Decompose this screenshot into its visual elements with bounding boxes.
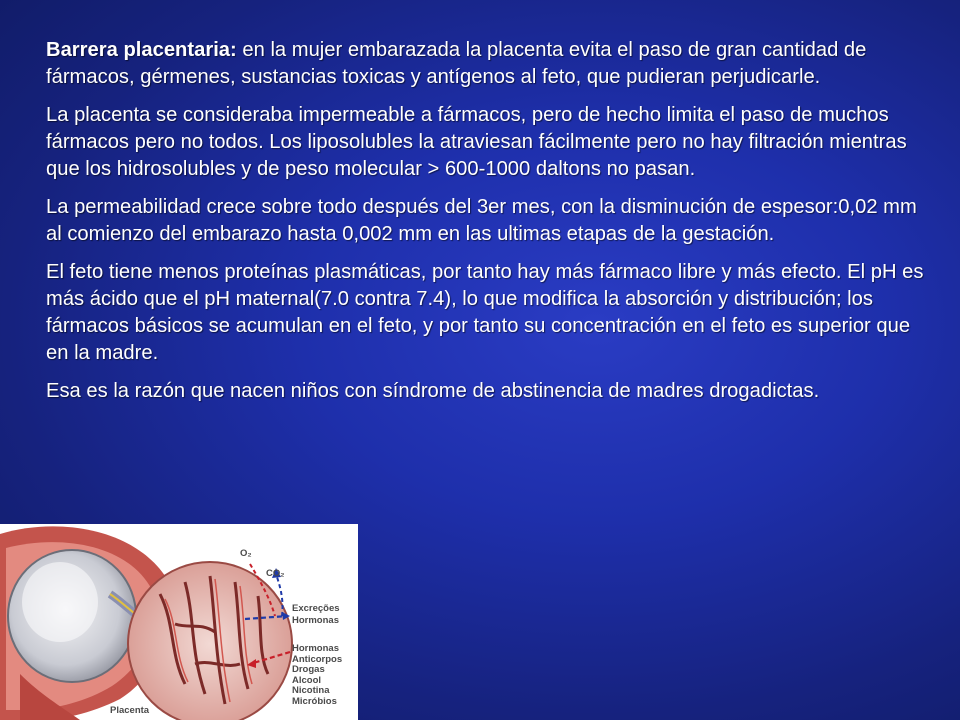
slide-body-text: [46, 37, 926, 416]
placenta-illustration: [0, 524, 358, 720]
label-in-item: Drogas: [292, 664, 325, 675]
paragraph-feto: El feto tiene menos proteínas plasmáticas, por tanto hay más fármaco libre y más efecto. El pH es más ácido que el pH maternal(7.0 contra 7.4), lo que modifica la absorción y distribución; los fármacos básicos se acumulan en el feto, y por tanto su concentración en el feto es superior que en la madre.: [46, 261, 924, 364]
paragraph-permeabilidad: La permeabilidad crece sobre todo después del 3er mes, con la disminución de espesor:0,02 mm al comienzo del embarazo hasta 0,002 mm en las ultimas etapas de la gestación.: [46, 196, 917, 245]
paragraph-barrera: [46, 37, 926, 91]
amniotic-highlight: [22, 562, 98, 642]
label-excrecoes: Excreções: [292, 603, 340, 614]
label-in-item: Hormonas: [292, 643, 339, 654]
label-incoming-list: [292, 644, 342, 707]
label-placenta: Placenta: [110, 705, 150, 716]
label-o2: O₂: [240, 548, 252, 559]
paragraph-barrera-heading: Barrera placentaria:: [46, 39, 237, 61]
label-in-item: Nicotina: [292, 685, 330, 696]
label-in-item: Anticorpos: [292, 653, 343, 665]
label-in-item: Micróbios: [292, 695, 337, 707]
paragraph-barrera-text: en la mujer embarazada la placenta evita el paso de gran cantidad de fármacos, gérmenes, sustancias toxicas y antígenos al feto, que pudieran perjudicarle.: [46, 39, 867, 88]
paragraph-abstinencia: Esa es la razón que nacen niños con síndrome de abstinencia de madres drogadictas.: [46, 380, 820, 402]
label-co2: CO₂: [266, 568, 285, 579]
label-hormonas-out: Hormonas: [292, 615, 339, 626]
label-in-item: Alcool: [292, 674, 322, 686]
paragraph-impermeable: La placenta se consideraba impermeable a fármacos, pero de hecho limita el paso de muchos fármacos pero no todos. Los liposolubles la atraviesan fácilmente pero no hay filtración mientras que los hidrosolubles y de peso molecular > 600-1000 daltons no pasan.: [46, 104, 907, 180]
